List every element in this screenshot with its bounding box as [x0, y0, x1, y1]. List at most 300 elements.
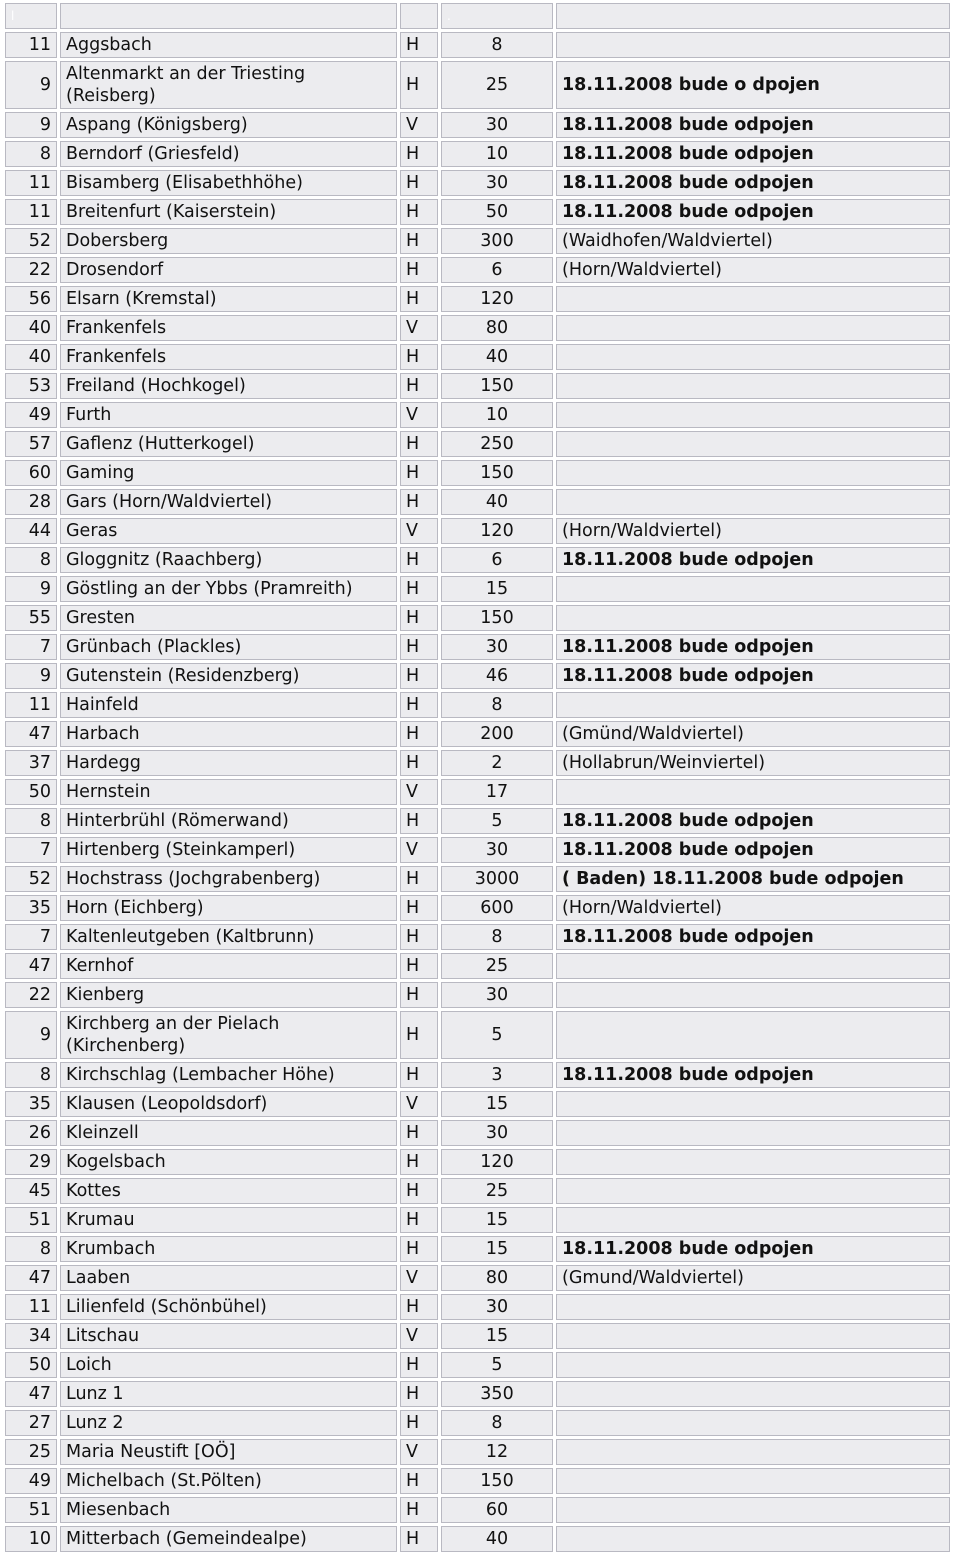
- channel-cell: 52: [5, 228, 57, 254]
- polarization-cell: H: [400, 808, 438, 834]
- note-cell: 18.11.2008 bude odpojen: [556, 1062, 950, 1088]
- table-row: [5, 199, 950, 225]
- location-cell: Hernstein: [60, 779, 397, 805]
- polarization-cell: H: [400, 431, 438, 457]
- polarization-cell: V: [400, 315, 438, 341]
- location-cell: Krumau: [60, 1207, 397, 1233]
- note-cell: [556, 1352, 950, 1378]
- power-cell: 150: [441, 460, 553, 486]
- polarization-cell: V: [400, 1091, 438, 1117]
- table-row: [5, 32, 950, 58]
- power-cell: 25: [441, 1178, 553, 1204]
- channel-cell: 47: [5, 721, 57, 747]
- channel-cell: 26: [5, 1120, 57, 1146]
- power-cell: 40: [441, 1526, 553, 1552]
- polarization-cell: H: [400, 576, 438, 602]
- channel-cell: 55: [5, 605, 57, 631]
- table-row: [5, 895, 950, 921]
- location-cell: Mitterbach (Gemeindealpe): [60, 1526, 397, 1552]
- location-cell: Kernhof: [60, 953, 397, 979]
- power-cell: 25: [441, 61, 553, 109]
- polarization-cell: H: [400, 1120, 438, 1146]
- polarization-cell: H: [400, 866, 438, 892]
- location-cell: Loich: [60, 1352, 397, 1378]
- note-cell: (Gmund/Waldviertel): [556, 1265, 950, 1291]
- table-row: [5, 576, 950, 602]
- polarization-cell: H: [400, 1497, 438, 1523]
- power-cell: 5: [441, 1352, 553, 1378]
- channel-cell: 7: [5, 634, 57, 660]
- note-cell: [556, 286, 950, 312]
- table-row: [5, 1410, 950, 1436]
- channel-cell: 9: [5, 112, 57, 138]
- location-cell: Gars (Horn/Waldviertel): [60, 489, 397, 515]
- channel-cell: 47: [5, 953, 57, 979]
- power-cell: 5: [441, 808, 553, 834]
- polarization-cell: V: [400, 518, 438, 544]
- location-cell: Hochstrass (Jochgrabenberg): [60, 866, 397, 892]
- note-cell: [556, 373, 950, 399]
- power-cell: 15: [441, 1236, 553, 1262]
- polarization-cell: H: [400, 634, 438, 660]
- channel-cell: 22: [5, 257, 57, 283]
- location-cell: Altenmarkt an der Triesting (Reisberg): [60, 61, 397, 109]
- channel-cell: 50: [5, 1352, 57, 1378]
- power-cell: 8: [441, 32, 553, 58]
- polarization-cell: H: [400, 982, 438, 1008]
- note-cell: [556, 692, 950, 718]
- polarization-cell: H: [400, 199, 438, 225]
- polarization-cell: H: [400, 460, 438, 486]
- table-body: [5, 3, 950, 1552]
- table-row: [5, 170, 950, 196]
- power-cell: 10: [441, 141, 553, 167]
- channel-cell: 9: [5, 1011, 57, 1059]
- note-cell: [556, 1323, 950, 1349]
- table-row: [5, 489, 950, 515]
- location-cell: Aspang (Königsberg): [60, 112, 397, 138]
- power-cell: 3000: [441, 866, 553, 892]
- location-cell: Furth: [60, 402, 397, 428]
- power-cell: 3: [441, 1062, 553, 1088]
- power-cell: 150: [441, 605, 553, 631]
- table-row: [5, 605, 950, 631]
- channel-cell: 9: [5, 663, 57, 689]
- power-cell: 46: [441, 663, 553, 689]
- location-cell: Berndorf (Griesfeld): [60, 141, 397, 167]
- power-cell: 8: [441, 924, 553, 950]
- note-cell: [556, 1091, 950, 1117]
- polarization-cell: V: [400, 1439, 438, 1465]
- location-cell: Kirchberg an der Pielach (Kirchenberg): [60, 1011, 397, 1059]
- channel-cell: 28: [5, 489, 57, 515]
- polarization-cell: H: [400, 1352, 438, 1378]
- table-row: [5, 1439, 950, 1465]
- note-cell: [556, 489, 950, 515]
- header-row: [5, 3, 950, 29]
- power-cell: 30: [441, 837, 553, 863]
- header-cell: .: [441, 3, 553, 29]
- location-cell: Freiland (Hochkogel): [60, 373, 397, 399]
- channel-cell: 22: [5, 982, 57, 1008]
- note-cell: 18.11.2008 bude odpojen: [556, 199, 950, 225]
- location-cell: Gaflenz (Hutterkogel): [60, 431, 397, 457]
- polarization-cell: H: [400, 1381, 438, 1407]
- table-row: [5, 431, 950, 457]
- channel-cell: 56: [5, 286, 57, 312]
- polarization-cell: V: [400, 1323, 438, 1349]
- power-cell: 17: [441, 779, 553, 805]
- header-cell: [400, 3, 438, 29]
- transmitter-table: [2, 0, 953, 1555]
- location-cell: Gaming: [60, 460, 397, 486]
- note-cell: [556, 315, 950, 341]
- channel-cell: 7: [5, 924, 57, 950]
- power-cell: 15: [441, 1323, 553, 1349]
- table-row: [5, 1178, 950, 1204]
- table-row: [5, 460, 950, 486]
- power-cell: 30: [441, 1294, 553, 1320]
- table-row: [5, 547, 950, 573]
- power-cell: 30: [441, 170, 553, 196]
- power-cell: 15: [441, 1207, 553, 1233]
- location-cell: Horn (Eichberg): [60, 895, 397, 921]
- note-cell: 18.11.2008 bude odpojen: [556, 141, 950, 167]
- channel-cell: 40: [5, 344, 57, 370]
- power-cell: 6: [441, 257, 553, 283]
- power-cell: 25: [441, 953, 553, 979]
- note-cell: 18.11.2008 bude odpojen: [556, 112, 950, 138]
- power-cell: 8: [441, 1410, 553, 1436]
- channel-cell: 8: [5, 547, 57, 573]
- note-cell: [556, 779, 950, 805]
- location-cell: Michelbach (St.Pölten): [60, 1468, 397, 1494]
- power-cell: 15: [441, 1091, 553, 1117]
- polarization-cell: H: [400, 1011, 438, 1059]
- channel-cell: 49: [5, 402, 57, 428]
- power-cell: 30: [441, 634, 553, 660]
- table-row: [5, 1352, 950, 1378]
- polarization-cell: H: [400, 61, 438, 109]
- location-cell: Geras: [60, 518, 397, 544]
- polarization-cell: H: [400, 344, 438, 370]
- polarization-cell: H: [400, 1149, 438, 1175]
- polarization-cell: V: [400, 1265, 438, 1291]
- location-cell: Göstling an der Ybbs (Pramreith): [60, 576, 397, 602]
- location-cell: Kleinzell: [60, 1120, 397, 1146]
- table-row: [5, 61, 950, 109]
- location-cell: Kottes: [60, 1178, 397, 1204]
- location-cell: Laaben: [60, 1265, 397, 1291]
- location-cell: Dobersberg: [60, 228, 397, 254]
- location-cell: Hainfeld: [60, 692, 397, 718]
- polarization-cell: V: [400, 112, 438, 138]
- table-row: [5, 837, 950, 863]
- polarization-cell: H: [400, 1526, 438, 1552]
- table-row: [5, 779, 950, 805]
- polarization-cell: H: [400, 605, 438, 631]
- note-cell: [556, 32, 950, 58]
- polarization-cell: H: [400, 1178, 438, 1204]
- polarization-cell: H: [400, 721, 438, 747]
- channel-cell: 51: [5, 1497, 57, 1523]
- location-cell: Kogelsbach: [60, 1149, 397, 1175]
- header-cell: [60, 3, 397, 29]
- location-cell: Lunz 2: [60, 1410, 397, 1436]
- note-cell: (Horn/Waldviertel): [556, 895, 950, 921]
- table-row: [5, 924, 950, 950]
- power-cell: 15: [441, 576, 553, 602]
- channel-cell: 51: [5, 1207, 57, 1233]
- polarization-cell: H: [400, 663, 438, 689]
- location-cell: Lilienfeld (Schönbühel): [60, 1294, 397, 1320]
- power-cell: 5: [441, 1011, 553, 1059]
- table-row: [5, 1497, 950, 1523]
- note-cell: [556, 344, 950, 370]
- channel-cell: 27: [5, 1410, 57, 1436]
- table-row: [5, 1381, 950, 1407]
- location-cell: Harbach: [60, 721, 397, 747]
- channel-cell: 11: [5, 199, 57, 225]
- location-cell: Lunz 1: [60, 1381, 397, 1407]
- polarization-cell: H: [400, 895, 438, 921]
- table-row: [5, 112, 950, 138]
- table-row: [5, 692, 950, 718]
- note-cell: 18.11.2008 bude odpojen: [556, 170, 950, 196]
- table-row: [5, 373, 950, 399]
- power-cell: 250: [441, 431, 553, 457]
- polarization-cell: V: [400, 837, 438, 863]
- polarization-cell: H: [400, 286, 438, 312]
- channel-cell: 29: [5, 1149, 57, 1175]
- header-cell: [556, 3, 950, 29]
- channel-cell: 10: [5, 1526, 57, 1552]
- note-cell: [556, 953, 950, 979]
- note-cell: 18.11.2008 bude odpojen: [556, 634, 950, 660]
- location-cell: Drosendorf: [60, 257, 397, 283]
- channel-cell: 34: [5, 1323, 57, 1349]
- channel-cell: 25: [5, 1439, 57, 1465]
- channel-cell: 57: [5, 431, 57, 457]
- power-cell: 12: [441, 1439, 553, 1465]
- note-cell: [556, 982, 950, 1008]
- location-cell: Hirtenberg (Steinkamperl): [60, 837, 397, 863]
- location-cell: Gresten: [60, 605, 397, 631]
- table-row: [5, 286, 950, 312]
- table-row: [5, 982, 950, 1008]
- channel-cell: 52: [5, 866, 57, 892]
- polarization-cell: H: [400, 1468, 438, 1494]
- channel-cell: 11: [5, 32, 57, 58]
- polarization-cell: H: [400, 692, 438, 718]
- note-cell: 18.11.2008 bude odpojen: [556, 663, 950, 689]
- note-cell: 18.11.2008 bude odpojen: [556, 924, 950, 950]
- power-cell: 30: [441, 1120, 553, 1146]
- table-row: [5, 402, 950, 428]
- power-cell: 2: [441, 750, 553, 776]
- location-cell: Gloggnitz (Raachberg): [60, 547, 397, 573]
- power-cell: 200: [441, 721, 553, 747]
- channel-cell: 47: [5, 1381, 57, 1407]
- note-cell: [556, 1497, 950, 1523]
- table-row: [5, 344, 950, 370]
- location-cell: Frankenfels: [60, 315, 397, 341]
- note-cell: [556, 1381, 950, 1407]
- table-row: [5, 663, 950, 689]
- table-row: [5, 1011, 950, 1059]
- table-row: [5, 1323, 950, 1349]
- power-cell: 40: [441, 344, 553, 370]
- polarization-cell: V: [400, 779, 438, 805]
- location-cell: Kaltenleutgeben (Kaltbrunn): [60, 924, 397, 950]
- channel-cell: 45: [5, 1178, 57, 1204]
- location-cell: Hinterbrühl (Römerwand): [60, 808, 397, 834]
- note-cell: (Hollabrun/Weinviertel): [556, 750, 950, 776]
- channel-cell: 47: [5, 1265, 57, 1291]
- note-cell: [556, 1011, 950, 1059]
- polarization-cell: H: [400, 32, 438, 58]
- note-cell: [556, 1294, 950, 1320]
- note-cell: [556, 605, 950, 631]
- location-cell: Klausen (Leopoldsdorf): [60, 1091, 397, 1117]
- note-cell: [556, 1207, 950, 1233]
- power-cell: 120: [441, 518, 553, 544]
- polarization-cell: H: [400, 1294, 438, 1320]
- channel-cell: 37: [5, 750, 57, 776]
- table-row: [5, 866, 950, 892]
- note-cell: 18.11.2008 bude odpojen: [556, 1236, 950, 1262]
- location-cell: Bisamberg (Elisabethhöhe): [60, 170, 397, 196]
- table-row: [5, 257, 950, 283]
- note-cell: (Gmünd/Waldviertel): [556, 721, 950, 747]
- polarization-cell: H: [400, 257, 438, 283]
- table-row: [5, 1468, 950, 1494]
- power-cell: 50: [441, 199, 553, 225]
- channel-cell: 35: [5, 895, 57, 921]
- polarization-cell: H: [400, 750, 438, 776]
- location-cell: Miesenbach: [60, 1497, 397, 1523]
- note-cell: [556, 1468, 950, 1494]
- polarization-cell: H: [400, 1062, 438, 1088]
- note-cell: [556, 431, 950, 457]
- table-row: [5, 808, 950, 834]
- power-cell: 350: [441, 1381, 553, 1407]
- polarization-cell: H: [400, 489, 438, 515]
- location-cell: Aggsbach: [60, 32, 397, 58]
- polarization-cell: H: [400, 1410, 438, 1436]
- power-cell: 80: [441, 315, 553, 341]
- channel-cell: 60: [5, 460, 57, 486]
- table-row: [5, 721, 950, 747]
- power-cell: 150: [441, 373, 553, 399]
- channel-cell: 44: [5, 518, 57, 544]
- power-cell: 8: [441, 692, 553, 718]
- note-cell: [556, 1120, 950, 1146]
- table-row: [5, 634, 950, 660]
- channel-cell: 8: [5, 1062, 57, 1088]
- location-cell: Kienberg: [60, 982, 397, 1008]
- location-cell: Elsarn (Kremstal): [60, 286, 397, 312]
- polarization-cell: H: [400, 1207, 438, 1233]
- table-row: [5, 1149, 950, 1175]
- table-row: [5, 315, 950, 341]
- polarization-cell: H: [400, 228, 438, 254]
- location-cell: Krumbach: [60, 1236, 397, 1262]
- power-cell: 120: [441, 286, 553, 312]
- power-cell: 40: [441, 489, 553, 515]
- channel-cell: 11: [5, 170, 57, 196]
- location-cell: Kirchschlag (Lembacher Höhe): [60, 1062, 397, 1088]
- table-row: [5, 1120, 950, 1146]
- table-row: [5, 1236, 950, 1262]
- note-cell: [556, 1178, 950, 1204]
- note-cell: ( Baden) 18.11.2008 bude odpojen: [556, 866, 950, 892]
- table-row: [5, 953, 950, 979]
- power-cell: 150: [441, 1468, 553, 1494]
- note-cell: [556, 1149, 950, 1175]
- channel-cell: 7: [5, 837, 57, 863]
- location-cell: Litschau: [60, 1323, 397, 1349]
- table-row: [5, 1294, 950, 1320]
- channel-cell: 11: [5, 1294, 57, 1320]
- note-cell: (Waidhofen/Waldviertel): [556, 228, 950, 254]
- power-cell: 30: [441, 112, 553, 138]
- channel-cell: 53: [5, 373, 57, 399]
- polarization-cell: H: [400, 547, 438, 573]
- location-cell: Hardegg: [60, 750, 397, 776]
- note-cell: (Horn/Waldviertel): [556, 257, 950, 283]
- note-cell: 18.11.2008 bude odpojen: [556, 837, 950, 863]
- note-cell: 18.11.2008 bude o dpojen: [556, 61, 950, 109]
- polarization-cell: H: [400, 170, 438, 196]
- power-cell: 600: [441, 895, 553, 921]
- channel-cell: 8: [5, 808, 57, 834]
- polarization-cell: H: [400, 141, 438, 167]
- channel-cell: 9: [5, 61, 57, 109]
- note-cell: 18.11.2008 bude odpojen: [556, 547, 950, 573]
- polarization-cell: H: [400, 953, 438, 979]
- table-row: [5, 750, 950, 776]
- note-cell: [556, 460, 950, 486]
- note-cell: (Horn/Waldviertel): [556, 518, 950, 544]
- note-cell: [556, 1410, 950, 1436]
- table-row: [5, 518, 950, 544]
- note-cell: 18.11.2008 bude odpojen: [556, 808, 950, 834]
- note-cell: [556, 1439, 950, 1465]
- note-cell: [556, 576, 950, 602]
- power-cell: 60: [441, 1497, 553, 1523]
- channel-cell: 49: [5, 1468, 57, 1494]
- note-cell: [556, 402, 950, 428]
- channel-cell: 40: [5, 315, 57, 341]
- channel-cell: 8: [5, 141, 57, 167]
- channel-cell: 11: [5, 692, 57, 718]
- power-cell: 120: [441, 1149, 553, 1175]
- table-row: [5, 1207, 950, 1233]
- power-cell: 300: [441, 228, 553, 254]
- table-row: [5, 1091, 950, 1117]
- location-cell: Frankenfels: [60, 344, 397, 370]
- channel-cell: 8: [5, 1236, 57, 1262]
- table-row: [5, 1526, 950, 1552]
- table-row: [5, 1265, 950, 1291]
- polarization-cell: V: [400, 402, 438, 428]
- note-cell: [556, 1526, 950, 1552]
- power-cell: 80: [441, 1265, 553, 1291]
- location-cell: Grünbach (Plackles): [60, 634, 397, 660]
- table-row: [5, 1062, 950, 1088]
- location-cell: Maria Neustift [OÖ]: [60, 1439, 397, 1465]
